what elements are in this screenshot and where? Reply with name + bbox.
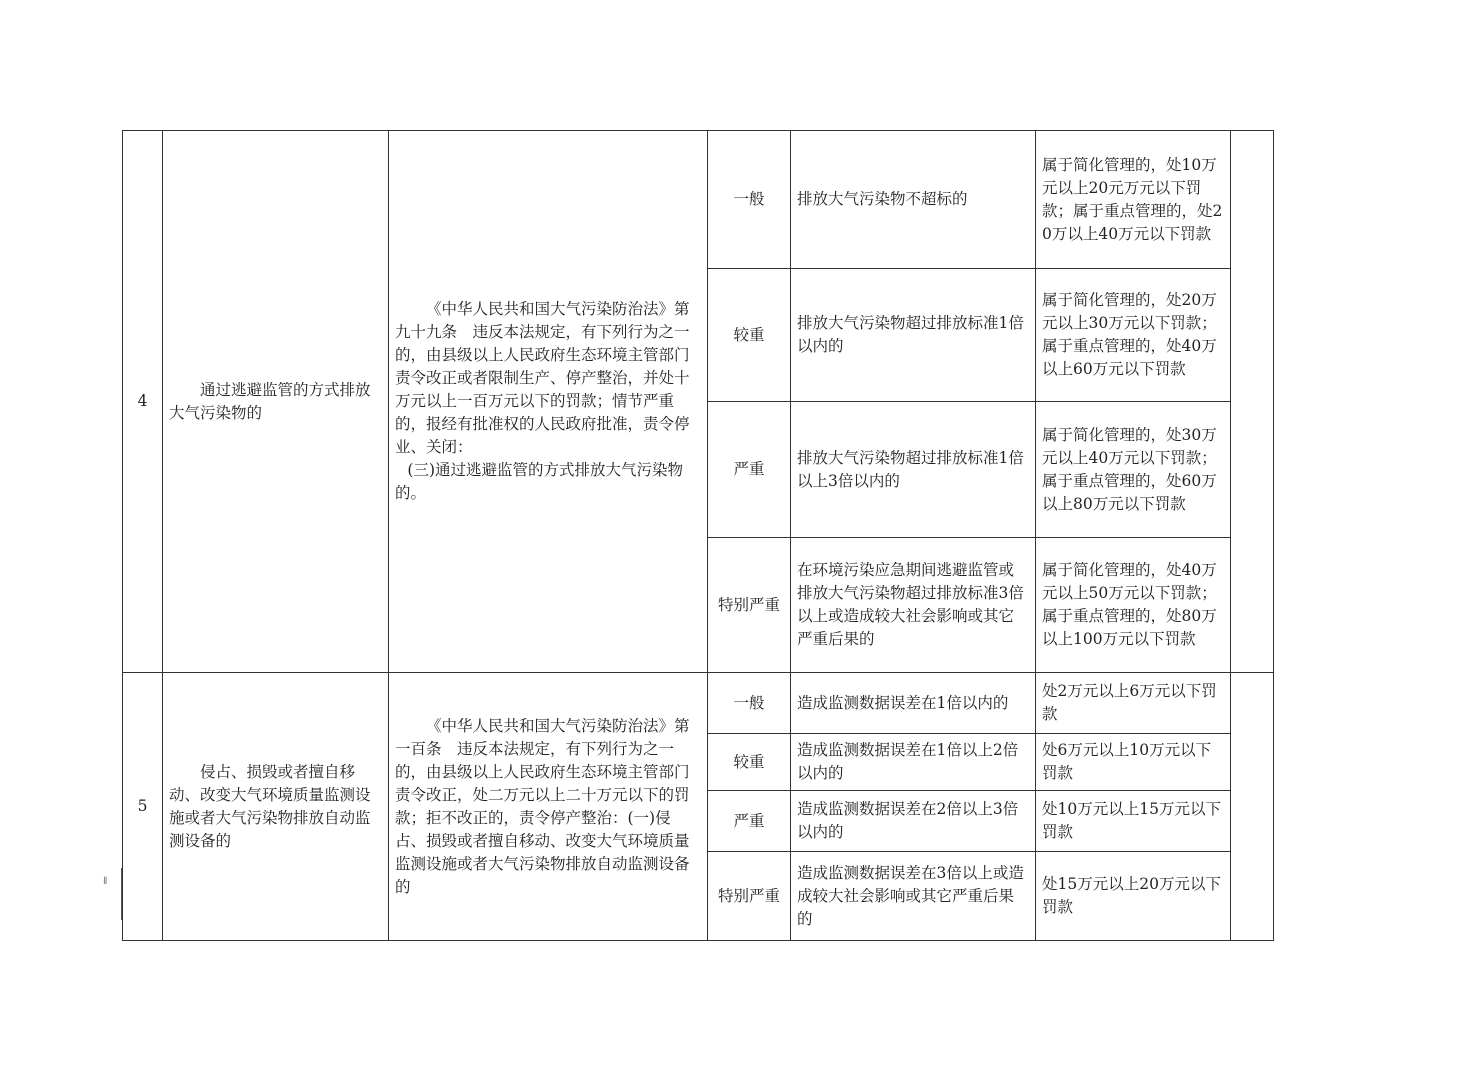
circumstance: 造成监测数据误差在3倍以上或造成较大社会影响或其它严重后果的 — [791, 852, 1036, 941]
penalty: 属于简化管理的，处40万元以上50万元以下罚款；属于重点管理的，处80万以上100万元以下罚款 — [1036, 538, 1231, 673]
remarks-cell — [1231, 673, 1274, 941]
penalty: 属于简化管理的，处10万元以上20元万元以下罚款；属于重点管理的，处20万以上40万元以下罚款 — [1036, 131, 1231, 269]
penalty-standard-table — [122, 130, 1274, 941]
penalty: 处10万元以上15万元以下罚款 — [1036, 791, 1231, 852]
severity-level: 严重 — [708, 402, 791, 538]
severity-level: 较重 — [708, 269, 791, 402]
violation-description: 通过逃避监管的方式排放大气污染物的 — [163, 131, 389, 673]
circumstance: 排放大气污染物超过排放标准1倍以内的 — [791, 269, 1036, 402]
penalty: 属于简化管理的，处30万元以上40万元以下罚款；属于重点管理的，处60万以上80万元以下罚款 — [1036, 402, 1231, 538]
circumstance: 造成监测数据误差在1倍以内的 — [791, 673, 1036, 734]
table-row — [123, 131, 1274, 269]
circumstance: 排放大气污染物超过排放标准1倍以上3倍以内的 — [791, 402, 1036, 538]
circumstance: 造成监测数据误差在2倍以上3倍以内的 — [791, 791, 1036, 852]
violation-description: 侵占、损毁或者擅自移动、改变大气环境质量监测设施或者大气污染物排放自动监测设备的 — [163, 673, 389, 941]
penalty: 处6万元以上10万元以下罚款 — [1036, 734, 1231, 791]
severity-level: 严重 — [708, 791, 791, 852]
penalty: 处2万元以上6万元以下罚款 — [1036, 673, 1231, 734]
legal-basis-text: 《中华人民共和国大气污染防治法》第九十九条 违反本法规定，有下列行为之一的，由县级以上人民政府生态环境主管部门责令改正或者限制生产、停产整治，并处十万元以上一百万元以下的罚款；情节严重的，报经有批准权的人民政府批准，责令停业、关闭： — [395, 300, 690, 456]
severity-level: 一般 — [708, 131, 791, 269]
severity-level: 特别严重 — [708, 538, 791, 673]
legal-basis — [389, 131, 708, 673]
legal-basis-clause: (三)通过逃避监管的方式排放大气污染物的。 — [395, 461, 683, 502]
penalty: 处15万元以上20万元以下罚款 — [1036, 852, 1231, 941]
item-number: 4 — [123, 131, 163, 673]
penalty: 属于简化管理的，处20万元以上30万元以下罚款；属于重点管理的，处40万以上60万元以下罚款 — [1036, 269, 1231, 402]
severity-level: 特别严重 — [708, 852, 791, 941]
margin-marker-icon: ⇓ — [101, 876, 110, 887]
circumstance: 在环境污染应急期间逃避监管或排放大气污染物超过排放标准3倍以上或造成较大社会影响或其它严重后果的 — [791, 538, 1036, 673]
circumstance: 造成监测数据误差在1倍以上2倍以内的 — [791, 734, 1036, 791]
item-number: 5 — [123, 673, 163, 941]
severity-level: 较重 — [708, 734, 791, 791]
severity-level: 一般 — [708, 673, 791, 734]
circumstance: 排放大气污染物不超标的 — [791, 131, 1036, 269]
remarks-cell — [1231, 131, 1274, 673]
legal-basis: 《中华人民共和国大气污染防治法》第一百条 违反本法规定，有下列行为之一的，由县级以上人民政府生态环境主管部门责令改正，处二万元以上二十万元以下的罚款；拒不改正的，责令停产整治：(一)侵占、损毁或者擅自移动、改变大气环境质量监测设施或者大气污染物排放自动监测设备的 — [389, 673, 708, 941]
table-row — [123, 673, 1274, 734]
